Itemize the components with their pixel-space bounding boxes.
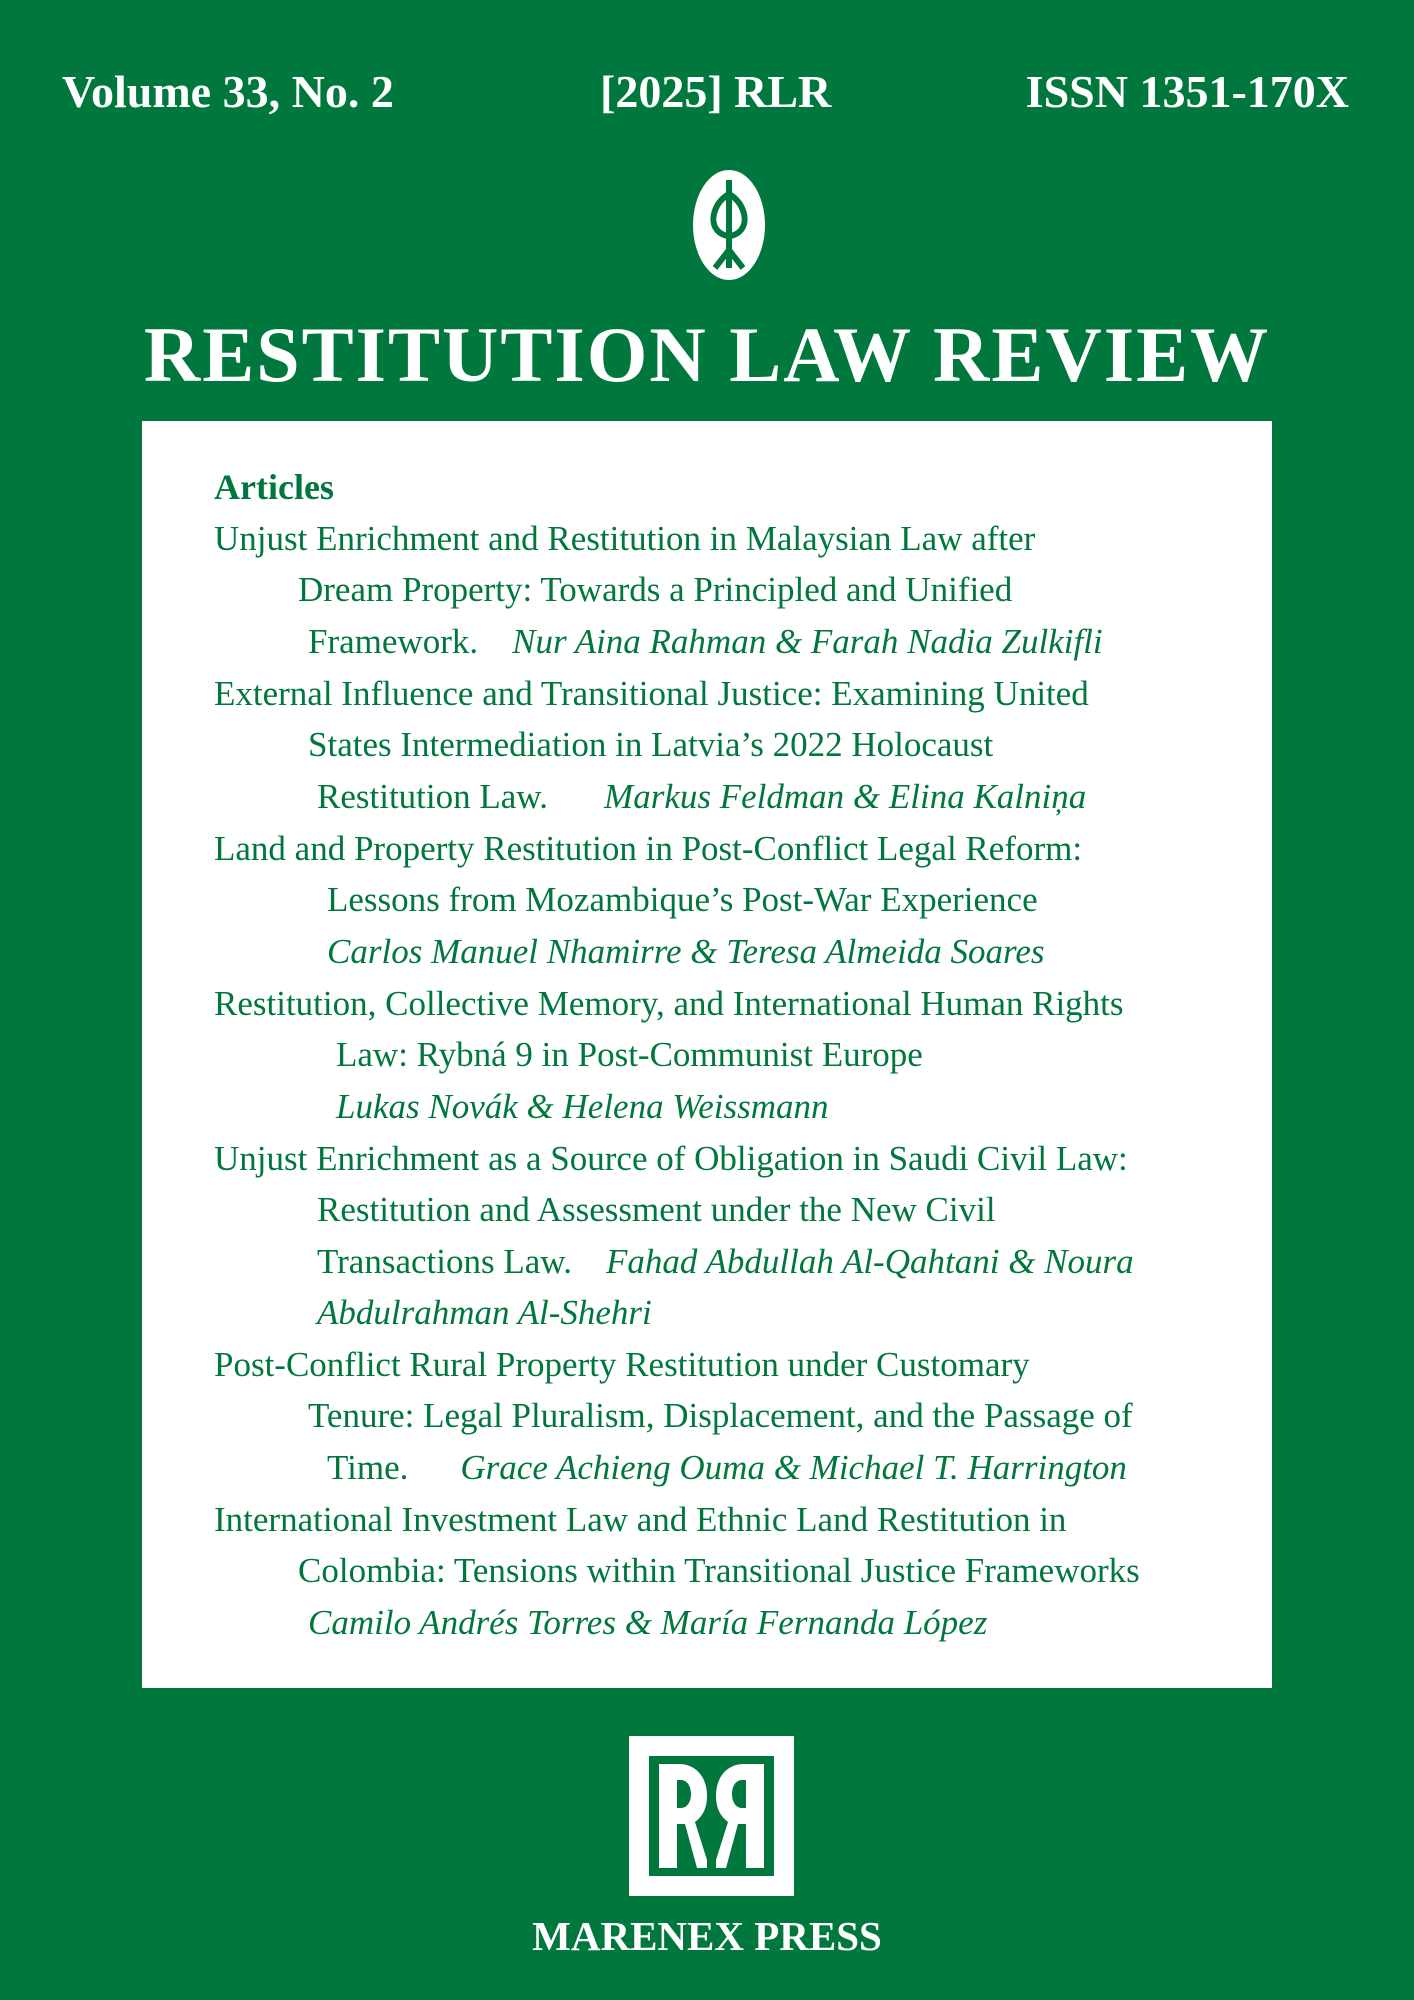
journal-emblem-icon [691,168,767,282]
article-authors: Fahad Abdullah Al-Qahtani & Noura [606,1242,1134,1281]
journal-title: RESTITUTION LAW REVIEW [143,311,1271,398]
article-title-line: External Influence and Transitional Justice: Examining United [214,674,1089,713]
article-title-line: Colombia: Tensions within Transitional Justice Frameworks [298,1551,1140,1590]
article-authors: Abdulrahman Al-Shehri [317,1293,652,1332]
volume-number: Volume 33, No. 2 [62,66,394,117]
article-title-line: Post-Conflict Rural Property Restitution under Customary [214,1345,1030,1384]
article-title-line: Restitution and Assessment under the New Civil [317,1190,996,1229]
article-title-line: Tenure: Legal Pluralism, Displacement, and the Passage of [308,1396,1133,1435]
article-authors: Lukas Novák & Helena Weissmann [336,1087,829,1126]
article-title-line: Unjust Enrichment as a Source of Obligation in Saudi Civil Law: [214,1139,1128,1178]
article-title-line: Time. [327,1448,409,1487]
journal-citation: [2025] RLR [600,66,832,117]
article-title-line: Land and Property Restitution in Post-Conflict Legal Reform: [214,829,1083,868]
article-title-line: International Investment Law and Ethnic Land Restitution in [214,1500,1067,1539]
article-title-line: Transactions Law. [317,1242,573,1281]
article-title-line: Dream Property: Towards a Principled and Unified [298,570,1013,609]
article-entry-line [308,616,1103,668]
article-authors: Grace Achieng Ouma & Michael T. Harrington [460,1448,1127,1487]
issn: ISSN 1351-170X [1025,66,1349,117]
article-title-line: Unjust Enrichment and Restitution in Malaysian Law after [214,519,1036,558]
article-title-line: Lessons from Mozambique’s Post-War Experience [327,880,1038,919]
article-entry-line [327,1442,1127,1494]
article-entry-line [317,771,1086,823]
article-authors: Carlos Manuel Nhamirre & Teresa Almeida Soares [327,932,1045,971]
article-title-line: Framework. [308,622,479,661]
article-title-line: Restitution, Collective Memory, and International Human Rights [214,984,1124,1023]
toc-heading: Articles [214,467,334,507]
article-title-line: Law: Rybná 9 in Post-Communist Europe [336,1035,923,1074]
publisher-name: MARENEX PRESS [532,1913,882,1959]
article-authors: Nur Aina Rahman & Farah Nadia Zulkifli [512,622,1103,661]
table-of-contents [142,421,1272,1688]
article-authors: Camilo Andrés Torres & María Fernanda López [308,1603,988,1642]
article-title-line: States Intermediation in Latvia’s 2022 Holocaust [308,725,994,764]
article-authors: Markus Feldman & Elina Kalniņa [604,777,1087,816]
publisher-logo-icon [629,1736,794,1896]
article-entry-line [317,1236,1134,1288]
article-title-line: Restitution Law. [317,777,549,816]
